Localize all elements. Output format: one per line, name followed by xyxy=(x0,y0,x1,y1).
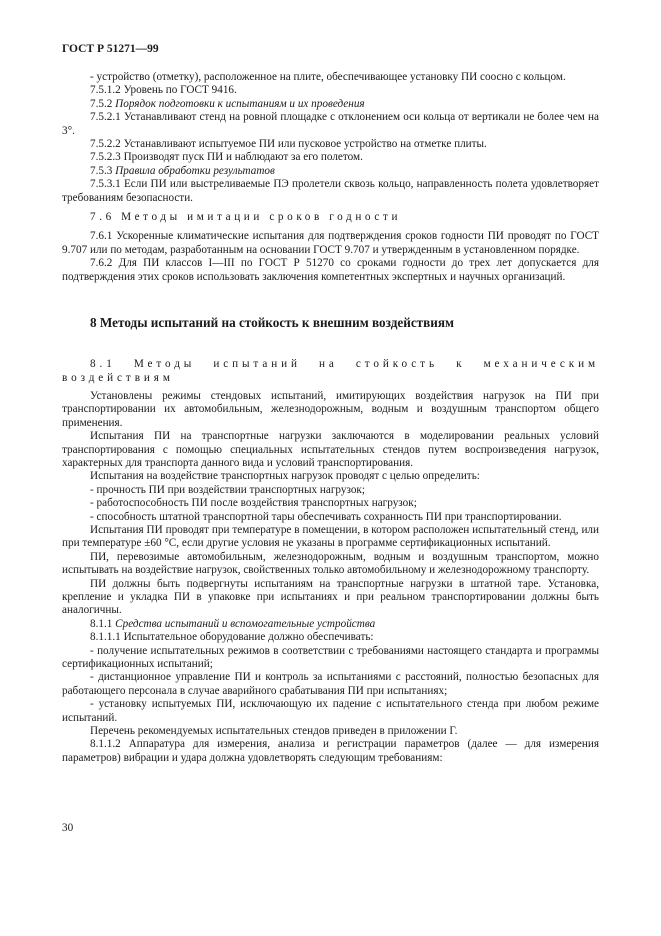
paragraph: ПИ, перевозимые автомобильным, железнодорожным, водным и воздушным транспортом, можно испытывать на воздействие нагрузок, свойственных только автомобильному и железнодорожному транспорту. xyxy=(62,550,599,577)
section-8-1-heading: 8.1 Методы испытаний на стойкость к механическим воздействиям xyxy=(62,358,599,384)
list-item: - способность штатной транспортной тары обеспечивать сохранность ПИ при транспортировании. xyxy=(90,510,562,523)
subsection-title: Средства испытаний и вспомогательные устройства xyxy=(115,617,376,630)
subsection-number: 8.1.1 xyxy=(90,617,116,630)
paragraph: 7.5.1.2 Уровень по ГОСТ 9416. xyxy=(90,84,237,97)
paragraph: Перечень рекомендуемых испытательных стендов приведен в приложении Г. xyxy=(90,725,458,738)
paragraph: Испытания ПИ проводят при температуре в помещении, в котором расположен испытательный стенд, или при температуре ±60 °С, если другие условия не указаны в программе сертификационных испытаний. xyxy=(62,523,599,550)
paragraph: 8.1.1.2 Аппаратура для измерения, анализа и регистрации параметров (далее — для измерения параметров) вибрации и удара должна удовлетворять следующим требованиям: xyxy=(62,738,599,764)
subsection-number: 7.5.2 xyxy=(90,97,116,110)
paragraph: 7.5.2.1 Устанавливают стенд на ровной площадке с отклонением оси кольца от вертикали не более чем на 3°. xyxy=(62,111,599,137)
paragraph: 7.6.1 Ускоренные климатические испытания для подтверждения сроков годности ПИ проводят по ГОСТ 9.707 или по методам, разработанным на основании ГОСТ 9.707 и утвержденным в установленном порядке. xyxy=(62,230,599,256)
list-item: - дистанционное управление ПИ и контроль за испытаниями с расстояний, полностью безопасных для работающего персонала в случае аварийного срабатывания ПИ при испытаниях; xyxy=(62,671,599,697)
page-number: 30 xyxy=(62,822,74,834)
paragraph: Испытания ПИ на транспортные нагрузки заключаются в моделировании реальных условий транспортирования с помощью специальных испытательных стендов путем воспроизведения нагрузок, характерных для транспорта данного вида и условий транспортирования. xyxy=(62,430,599,469)
document-header: ГОСТ Р 51271—99 xyxy=(62,43,159,55)
list-item: - прочность ПИ при воздействии транспортных нагрузок; xyxy=(90,483,365,496)
subsection-title: Порядок подготовки к испытаниям и их проведения xyxy=(115,97,365,110)
paragraph: ПИ должны быть подвергнуты испытаниям на транспортные нагрузки в штатной таре. Установка, крепление и укладка ПИ в упаковке при испытаниях и при реальном транспортировании должны быть аналогичны. xyxy=(62,577,599,617)
paragraph: - устройство (отметку), расположенное на плите, обеспечивающее установку ПИ соосно с кольцом. xyxy=(90,71,566,83)
section-8-heading: 8 Методы испытаний на стойкость к внешним воздействиям xyxy=(90,315,454,331)
list-item: - получение испытательных режимов в соответствии с требованиями настоящего стандарта и программы сертификационных испытаний; xyxy=(62,644,599,671)
subsection-number: 7.5.3 xyxy=(90,164,116,177)
subsection-heading xyxy=(62,618,599,631)
subsection-title: Правила обработки результатов xyxy=(115,164,275,177)
document-body xyxy=(62,71,599,765)
paragraph: 8.1.1.1 Испытательное оборудование должно обеспечивать: xyxy=(90,631,374,644)
list-item: - работоспособность ПИ после воздействия транспортных нагрузок; xyxy=(90,497,417,510)
list-item: - установку испытуемых ПИ, исключающую их падение с испытательного стенда при любом режиме испытаний. xyxy=(62,698,599,724)
paragraph: Установлены режимы стендовых испытаний, имитирующих воздействия нагрузок на ПИ при транспортировании их автомобильным, железнодорожным, водным и воздушным транспортом общего применения. xyxy=(62,389,599,429)
section-7-6-heading: 7.6 Методы имитации сроков годности xyxy=(90,211,402,224)
paragraph: 7.5.2.2 Устанавливают испытуемое ПИ или пусковое устройство на отметке плиты. xyxy=(90,138,487,151)
paragraph: Испытания на воздействие транспортных нагрузок проводят с целью определить: xyxy=(90,470,480,483)
paragraph: 7.6.2 Для ПИ классов I—III по ГОСТ Р 51270 со сроками годности до трех лет допускается для подтверждения этих сроков использовать заключения компетентных экспертных и научных организаций. xyxy=(62,257,599,283)
subsection-heading xyxy=(62,165,599,178)
subsection-heading xyxy=(62,98,599,111)
paragraph: 7.5.2.3 Производят пуск ПИ и наблюдают за его полетом. xyxy=(90,151,363,164)
paragraph: 7.5.3.1 Если ПИ или выстреливаемые ПЭ пролетели сквозь кольцо, направленность полета удовлетворяет требованиям безопасности. xyxy=(62,178,599,204)
